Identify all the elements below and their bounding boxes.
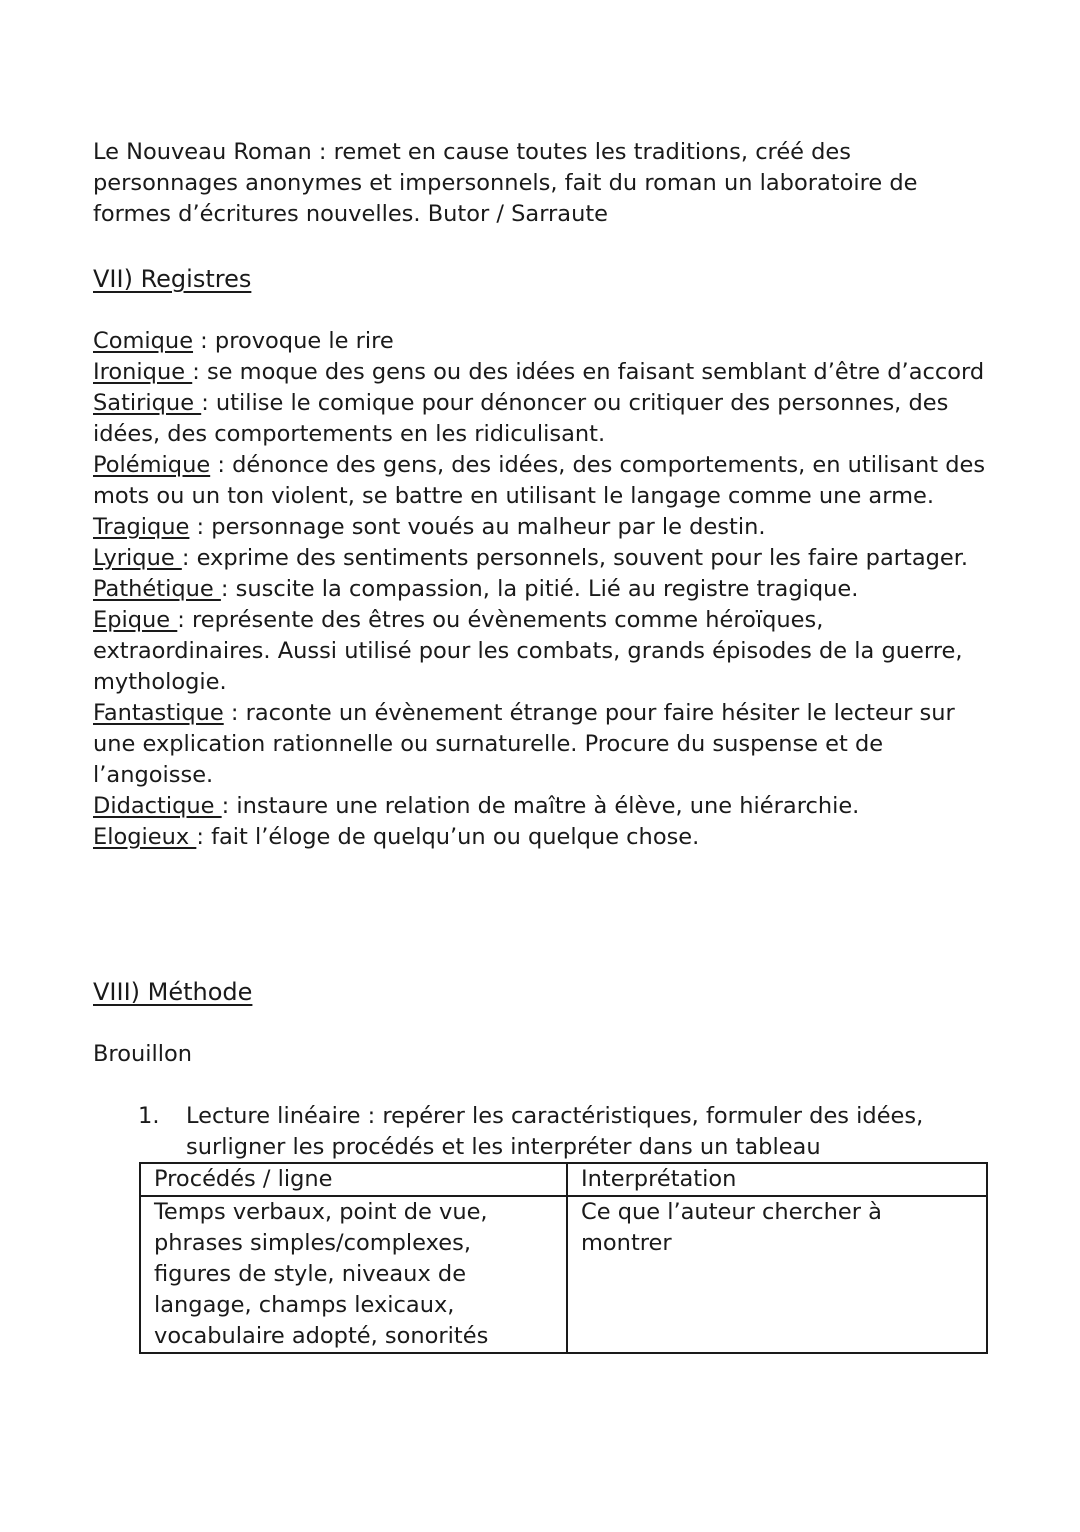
register-item-satirique: [93, 388, 993, 450]
register-definition: suscite la compassion, la pitié. Lié au registre tragique.: [235, 576, 859, 602]
register-definition: fait l’éloge de quelqu’un ou quelque chose.: [211, 824, 700, 850]
register-item-elogieux: [93, 822, 993, 853]
table-header-procedes: Procédés / ligne: [140, 1163, 567, 1196]
register-list: [93, 326, 993, 853]
method-table: [139, 1162, 988, 1354]
register-term: Polémique: [93, 452, 211, 478]
register-item-lyrique: [93, 543, 993, 574]
register-term: Epique: [93, 607, 178, 633]
register-term: Satirique: [93, 390, 202, 416]
register-item-tragique: [93, 512, 993, 543]
register-separator: :: [201, 390, 216, 416]
step-text: Lecture linéaire : repérer les caractéristiques, formuler des idées, surligner les procédés et les interpréter dans un tableau: [186, 1103, 924, 1160]
table-cell-interpretation: Ce que l’auteur chercher à montrer: [567, 1196, 987, 1353]
register-separator: :: [223, 700, 246, 726]
step-number: 1.: [138, 1103, 160, 1129]
table-row: [140, 1196, 987, 1353]
register-definition: se moque des gens ou des idées en faisant semblant d’être d’accord: [206, 359, 985, 385]
register-term: Lyrique: [93, 545, 182, 571]
register-item-comique: [93, 326, 993, 357]
section-heading-registres: VII) Registres: [93, 265, 252, 293]
section-heading-methode: VIII) Méthode: [93, 978, 253, 1006]
table-header-interpretation: Interprétation: [567, 1163, 987, 1196]
register-item-pathetique: [93, 574, 993, 605]
register-separator: :: [221, 793, 237, 819]
register-separator: :: [196, 824, 212, 850]
register-definition: utilise le comique pour dénoncer ou critiquer des personnes, des idées, des comportements en les ridiculisant.: [93, 390, 949, 447]
register-term: Comique: [93, 328, 194, 354]
register-term: Ironique: [93, 359, 193, 385]
register-term: Tragique: [93, 514, 190, 540]
register-item-didactique: [93, 791, 993, 822]
register-definition: raconte un évènement étrange pour faire hésiter le lecteur sur une explication rationnelle ou surnaturelle. Procure du suspense et de l’angoisse.: [93, 700, 955, 788]
register-separator: :: [192, 359, 207, 385]
register-separator: :: [210, 452, 233, 478]
register-term: Pathétique: [93, 576, 221, 602]
register-term: Didactique: [93, 793, 222, 819]
register-item-fantastique: [93, 698, 993, 791]
register-separator: :: [220, 576, 236, 602]
register-item-polemique: [93, 450, 993, 512]
subheading-brouillon: Brouillon: [93, 1041, 192, 1067]
register-term: Elogieux: [93, 824, 197, 850]
register-separator: :: [177, 607, 193, 633]
register-item-ironique: [93, 357, 993, 388]
register-separator: :: [193, 328, 215, 354]
numbered-step: [138, 1101, 988, 1163]
table-cell-procedes: Temps verbaux, point de vue, phrases simples/complexes, figures de style, niveaux de langage, champs lexicaux, vocabulaire adopté, sonorités: [140, 1196, 567, 1353]
intro-paragraph: Le Nouveau Roman : remet en cause toutes les traditions, créé des personnages anonymes et impersonnels, fait du roman un laboratoire de formes d’écritures nouvelles. Butor / Sarraute: [93, 139, 918, 227]
register-separator: :: [181, 545, 197, 571]
register-definition: personnage sont voués au malheur par le destin.: [211, 514, 766, 540]
register-separator: :: [189, 514, 212, 540]
register-definition: instaure une relation de maître à élève, une hiérarchie.: [236, 793, 860, 819]
register-definition: représente des êtres ou évènements comme héroïques, extraordinaires. Aussi utilisé pour les combats, grands épisodes de la guerre, mythologie.: [93, 607, 963, 695]
register-item-epique: [93, 605, 993, 698]
register-definition: dénonce des gens, des idées, des comportements, en utilisant des mots ou un ton violent, se battre en utilisant le langage comme une arme.: [93, 452, 986, 509]
table-header-row: [140, 1163, 987, 1196]
register-term: Fantastique: [93, 700, 224, 726]
register-definition: exprime des sentiments personnels, souvent pour les faire partager.: [196, 545, 969, 571]
register-definition: provoque le rire: [214, 328, 394, 354]
